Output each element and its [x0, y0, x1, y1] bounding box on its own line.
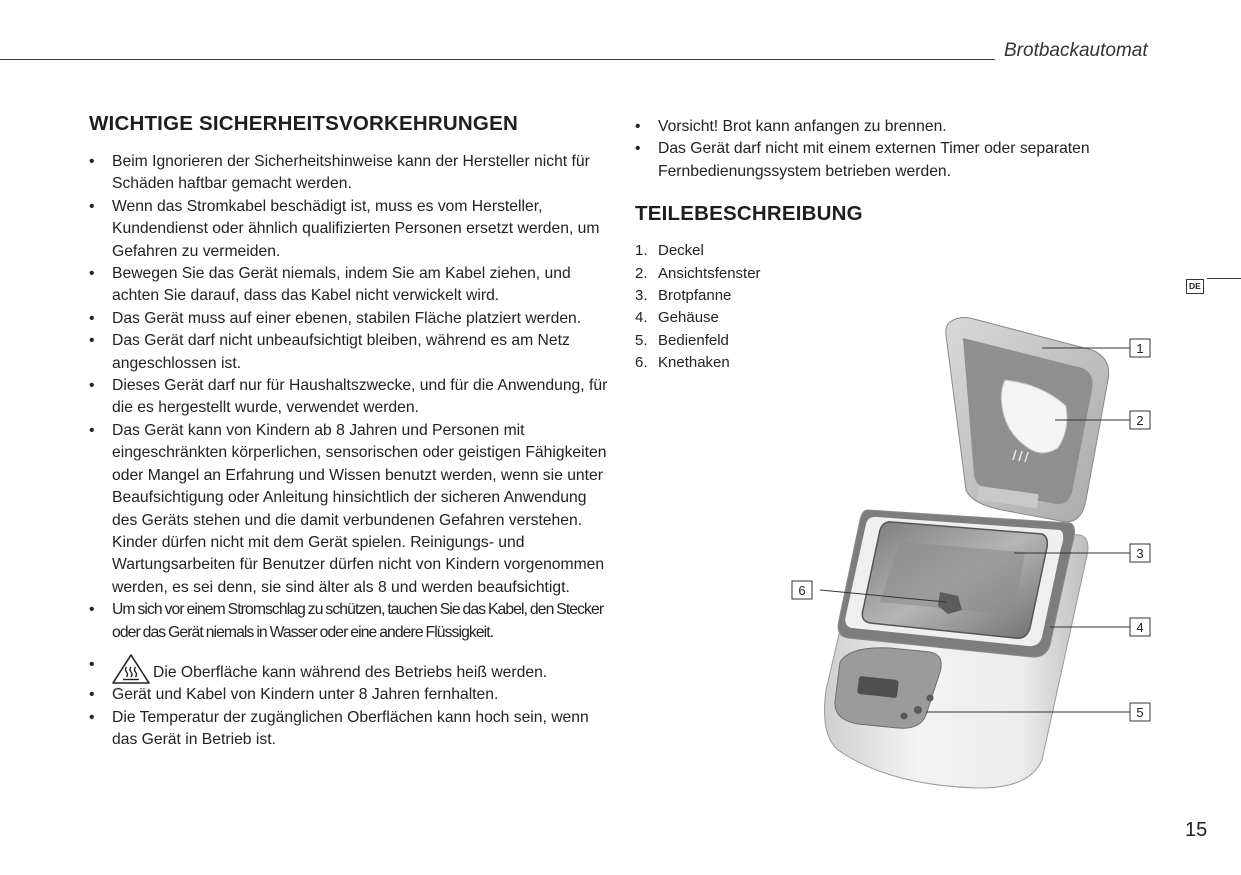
page-number: 15: [1185, 819, 1208, 841]
parts-item: [635, 240, 1155, 262]
safety-item: • Vorsicht! Brot kann anfangen zu brennen.: [635, 116, 1148, 138]
parts-item-label: Gehäuse: [658, 309, 719, 327]
safety-item: • Das Gerät muss auf einer ebenen, stabilen Fläche platziert werden.: [89, 308, 609, 330]
callout-2: [1130, 411, 1150, 429]
safety-item: • Die Temperatur der zugänglichen Oberflächen kann hoch sein, wenn das Gerät in Betrieb ist.: [89, 707, 609, 752]
safety-item: • Das Gerät darf nicht unbeaufsichtigt bleiben, während es am Netz angeschlossen ist.: [89, 330, 609, 375]
language-tab-label: DE: [1186, 279, 1204, 294]
callout-5-label: 5: [1136, 705, 1144, 720]
callout-4-label: 4: [1136, 620, 1144, 635]
parts-item-label: Deckel: [658, 242, 704, 260]
callout-2-label: 2: [1136, 413, 1144, 428]
parts-item-label: Ansichtsfenster: [658, 264, 761, 282]
safety-section: [89, 112, 609, 752]
parts-item-label: Bedienfeld: [658, 331, 729, 349]
parts-item-number: 3.: [635, 287, 648, 305]
callout-1: [1130, 339, 1150, 357]
safety-item: • Beim Ignorieren der Sicherheitshinweise kann der Hersteller nicht für Schäden haftbar gemacht werden.: [89, 151, 609, 196]
callout-5: [1130, 703, 1150, 721]
callout-6-label: 6: [798, 583, 806, 598]
callout-3: [1130, 544, 1150, 562]
parts-item-number: 5.: [635, 331, 648, 349]
safety-item: • Das Gerät darf nicht mit einem externen Timer oder separaten Fernbedienungssystem betrieben werden.: [635, 138, 1148, 183]
language-tab-rule: [1207, 278, 1241, 279]
parts-item-number: 6.: [635, 354, 648, 372]
callout-1-label: 1: [1136, 341, 1144, 356]
hot-surface-text: Die Oberfläche kann während des Betriebs heiß werden.: [153, 663, 548, 681]
parts-item-label: Brotpfanne: [658, 287, 732, 305]
callout-6: [792, 581, 812, 599]
parts-item-label: Knethaken: [658, 354, 730, 372]
parts-item-number: 2.: [635, 264, 648, 282]
safety-item: • Das Gerät kann von Kindern ab 8 Jahren und Personen mit eingeschränkten körperlichen, sensorischen oder geistigen Fähigkeiten oder Mangel an Erfahrung und Wissen benutzt werden, wenn sie unter Beaufsichtigung oder Anleitung hinsichtlich der sicheren Anwendung des Geräts stehen und die damit verbundenen Gefahren verstehen. Kinder dürfen nicht mit dem Gerät spielen. Reinigungs- und Wartungsarbeiten für Benutzer dürfen nicht von Kindern vorgenommen werden, es sei denn, sie sind älter als 8 und werden beaufsichtigt.: [89, 420, 609, 599]
safety-item: • Bewegen Sie das Gerät niemals, indem Sie am Kabel ziehen, und achten Sie darauf, dass das Kabel nicht verwickelt wird.: [89, 263, 609, 308]
safety-list: [89, 151, 609, 752]
callout-4: [1130, 618, 1150, 636]
safety-item: • Dieses Gerät darf nur für Haushaltszwecke, und für die Anwendung, für die es hergestellt wurde, verwendet werden.: [89, 375, 609, 420]
hot-surface-warning-icon: [112, 654, 150, 684]
safety-item: • Um sich vor einem Stromschlag zu schützen, tauchen Sie das Kabel, den Stecker oder das Gerät niemals in Wasser oder eine andere Flüssigkeit.: [89, 599, 609, 644]
safety-title: WICHTIGE SICHERHEITSVORKEHRUNGEN: [89, 112, 518, 135]
safety-item: • Wenn das Stromkabel beschädigt ist, muss es vom Hersteller, Kundendienst oder ähnlich qualifizierten Personen ersetzt werden, um Gefahren zu vermeiden.: [89, 196, 609, 263]
bread-maker-illustration: [780, 310, 1160, 800]
callout-3-label: 3: [1136, 546, 1144, 561]
safety-item: • Gerät und Kabel von Kindern unter 8 Jahren fernhalten.: [89, 684, 609, 706]
parts-title: TEILEBESCHREIBUNG: [635, 202, 863, 226]
language-tab: [1186, 278, 1241, 295]
parts-item: [635, 263, 1155, 285]
parts-item: [635, 285, 1155, 307]
parts-item-number: 4.: [635, 309, 648, 327]
header-rule: [0, 59, 995, 60]
safety-continued-list: [635, 116, 1155, 183]
header-title: Brotbackautomat: [1004, 40, 1148, 61]
parts-item-number: 1.: [635, 242, 648, 260]
hot-surface-item: [89, 654, 609, 684]
